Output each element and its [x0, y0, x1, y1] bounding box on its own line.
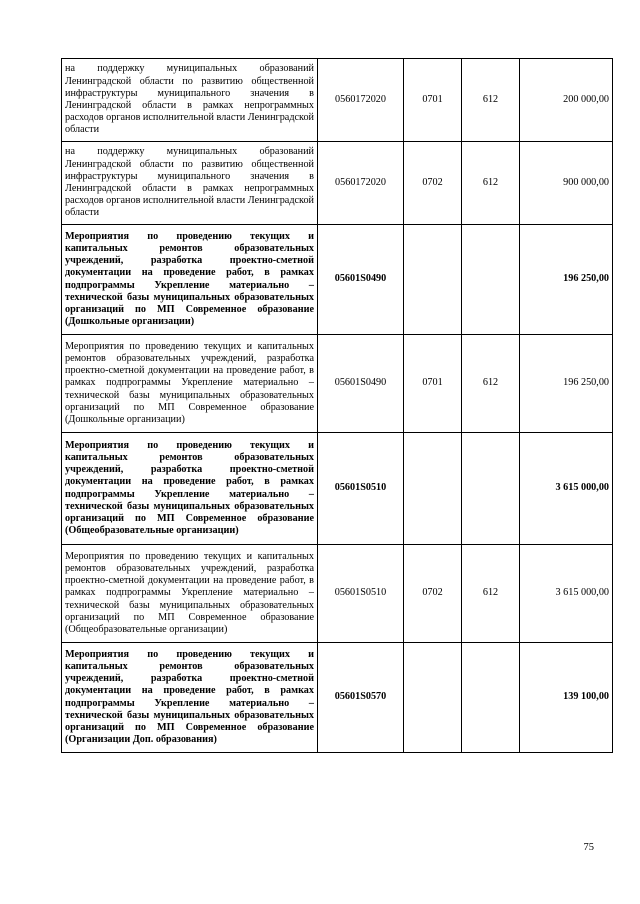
row-target-code: 05601S0490 [318, 335, 404, 433]
row-expense-type [462, 433, 520, 545]
row-expense-type [462, 643, 520, 753]
row-description: Мероприятия по проведению текущих и капитальных ремонтов образовательных учреждений, разработка проектно-сметной документации на проведение работ, в рамках подпрограммы Укрепление материально – технической базы муниципальных образовательных организаций по МП Современное образование (Дошкольные организации) [62, 335, 318, 433]
row-target-code: 05601S0490 [318, 225, 404, 335]
row-amount: 196 250,00 [520, 335, 613, 433]
row-amount: 900 000,00 [520, 142, 613, 225]
row-description: Мероприятия по проведению текущих и капитальных ремонтов образовательных учреждений, разработка проектно-сметной документации на проведение работ, в рамках подпрограммы Укрепление материально – технической базы муниципальных образовательных организаций по МП Современное образование (Общеобразовательные организации) [62, 545, 318, 643]
row-target-code: 0560172020 [318, 142, 404, 225]
row-description: Мероприятия по проведению текущих и капитальных ремонтов образовательных учреждений, разработка проектно-сметной документации на проведение работ, в рамках подпрограммы Укрепление материально – технической базы муниципальных образовательных организаций по МП Современное образование (Общеобразовательные организации) [62, 433, 318, 545]
table-row [62, 225, 613, 335]
row-section-code: 0702 [404, 545, 462, 643]
table-row [62, 335, 613, 433]
row-description: Мероприятия по проведению текущих и капитальных ремонтов образовательных учреждений, разработка проектно-сметной документации на проведение работ, в рамках подпрограммы Укрепление материально – технической базы муниципальных образовательных организаций по МП Современное образование (Организации Доп. образования) [62, 643, 318, 753]
row-target-code: 05601S0510 [318, 545, 404, 643]
table-row [62, 433, 613, 545]
row-section-code: 0702 [404, 142, 462, 225]
page-number: 75 [583, 842, 594, 853]
row-amount: 139 100,00 [520, 643, 613, 753]
row-expense-type: 612 [462, 335, 520, 433]
table-row [62, 545, 613, 643]
row-amount: 196 250,00 [520, 225, 613, 335]
row-expense-type: 612 [462, 59, 520, 142]
budget-table-body [62, 59, 613, 753]
row-description: Мероприятия по проведению текущих и капитальных ремонтов образовательных учреждений, разработка проектно-сметной документации на проведение работ, в рамках подпрограммы Укрепление материально – технической базы муниципальных образовательных организаций по МП Современное образование (Дошкольные организации) [62, 225, 318, 335]
row-amount: 3 615 000,00 [520, 545, 613, 643]
row-target-code: 05601S0570 [318, 643, 404, 753]
row-expense-type: 612 [462, 142, 520, 225]
row-section-code [404, 225, 462, 335]
row-section-code: 0701 [404, 335, 462, 433]
row-section-code [404, 433, 462, 545]
table-row [62, 59, 613, 142]
row-target-code: 0560172020 [318, 59, 404, 142]
row-description: на поддержку муниципальных образований Ленинградской области по развитию общественной инфраструктуры муниципального значения в Ленинградской области в рамках непрограммных расходов органов исполнительной власти Ленинградской области [62, 59, 318, 142]
row-target-code: 05601S0510 [318, 433, 404, 545]
row-description: на поддержку муниципальных образований Ленинградской области по развитию общественной инфраструктуры муниципального значения в Ленинградской области в рамках непрограммных расходов органов исполнительной власти Ленинградской области [62, 142, 318, 225]
row-expense-type: 612 [462, 545, 520, 643]
table-row [62, 643, 613, 753]
budget-table [61, 58, 613, 753]
row-section-code [404, 643, 462, 753]
table-row [62, 142, 613, 225]
row-amount: 200 000,00 [520, 59, 613, 142]
row-amount: 3 615 000,00 [520, 433, 613, 545]
row-section-code: 0701 [404, 59, 462, 142]
row-expense-type [462, 225, 520, 335]
